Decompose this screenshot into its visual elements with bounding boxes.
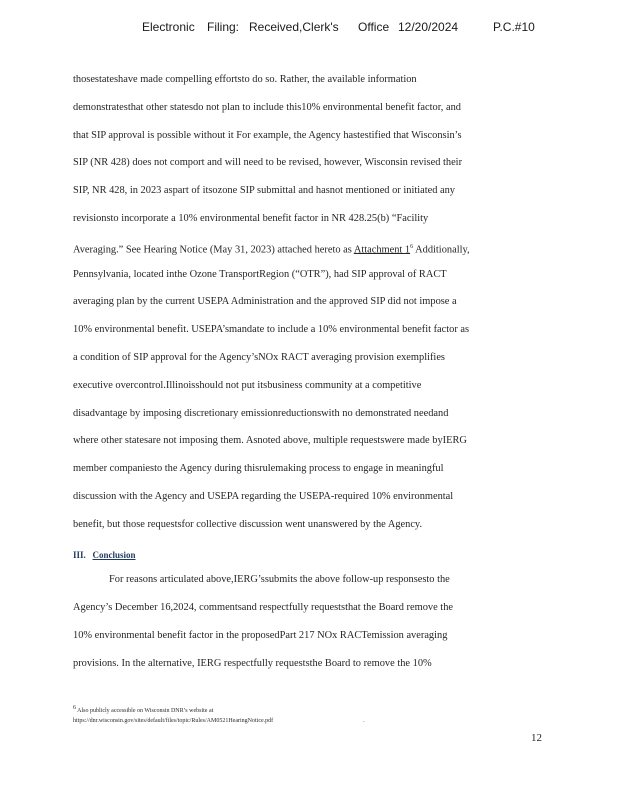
body-line: SIP (NR 428) does not comport and will need to be revised, however, Wisconsin revised their <box>73 157 463 169</box>
body-line: Agency’s December 16,2024, commentsand respectfully requeststhat the Board remove the <box>73 602 454 614</box>
body-line: disadvantage by imposing discretionary emissionreductionswith no demonstrated needand <box>73 407 449 419</box>
body-line: discussion with the Agency and USEPA regarding the USEPA-required 10% environmental <box>73 490 454 502</box>
footnote-url: https://dnr.wisconsin.gov/sites/default/files/topic/Rules/AM0521HearingNotice.pdf <box>73 718 274 724</box>
body-line: thosestateshave made compelling effortsto do so. Rather, the available information <box>73 74 417 85</box>
body-line: Pennsylvania, located inthe Ozone TransportRegion (“OTR”), had SIP approval of RACT <box>73 268 447 280</box>
section-heading-conclusion <box>73 543 543 571</box>
header-office: Office <box>358 20 390 34</box>
footnote-line-1 <box>73 703 543 716</box>
footnote-6 <box>73 703 543 726</box>
body-line: demonstratesthat other statesdo not plan to include this10% environmental benefit factor, and <box>73 101 461 113</box>
section-number: III. <box>73 549 86 560</box>
body-line: SIP, NR 428, in 2023 aspart of itsozone SIP submittal and hasnot mentioned or initiated any <box>73 185 456 197</box>
section-title: Conclusion <box>92 549 136 560</box>
footnote-period: . <box>363 718 365 724</box>
footnote-marker: 6 <box>410 243 414 250</box>
header-electronic: Electronic <box>142 20 195 34</box>
body-line: provisions. In the alternative, IERG respectfully requeststhe Board to remove the 10% <box>73 657 432 669</box>
footnote-mark: 6 <box>73 705 76 711</box>
header-filing: Filing: <box>207 20 240 34</box>
body-line: averaging plan by the current USEPA Administration and the approved SIP did not impose a <box>73 296 457 308</box>
attachment-1-reference: Attachment 1 <box>353 244 411 256</box>
body-line: executive overcontrol.Illinoisshould not put itsbusiness community at a competitive <box>73 379 422 391</box>
body-line: revisionsto incorporate a 10% environmental benefit factor in NR 428.25(b) “Facility <box>73 212 429 224</box>
page-number: 12 <box>531 732 542 744</box>
body-line: member companiesto the Agency during thisrulemaking process to engage in meaningful <box>73 463 444 475</box>
body-line: For reasons articulated above,IERG’ssubmits the above follow-up responsesto the <box>109 574 450 586</box>
footnote-text: Also publicly accessible on Wisconsin DNR’s website at <box>77 708 214 714</box>
document-body <box>73 70 543 682</box>
header-received: Received,Clerk's <box>249 20 339 34</box>
body-line: where other statesare not imposing them. Asnoted above, multiple requestswere made byIERG <box>73 435 467 447</box>
body-line: benefit, but those requestsfor collective discussion went unanswered by the Agency. <box>73 518 423 530</box>
header-pc-number: P.C.#10 <box>493 20 535 34</box>
body-line: a condition of SIP approval for the Agency’sNOx RACT averaging provision exemplifies <box>73 351 445 363</box>
body-line: that SIP approval is possible without it For example, the Agency hastestified that Wisconsin’s <box>73 129 462 141</box>
line-text: Additionally, <box>413 244 470 256</box>
body-line: 10% environmental benefit factor in the proposedPart 217 NOx RACTemission averaging <box>73 629 448 641</box>
header-date: 12/20/2024 <box>398 20 459 34</box>
body-line-attachment <box>73 237 543 265</box>
line-text: Averaging.” See Hearing Notice (May 31, 2023) attached hereto as <box>73 244 354 256</box>
body-line: 10% environmental benefit. USEPA’smandate to include a 10% environmental benefit factor as <box>73 324 470 336</box>
footnote-line-2 <box>73 716 543 726</box>
